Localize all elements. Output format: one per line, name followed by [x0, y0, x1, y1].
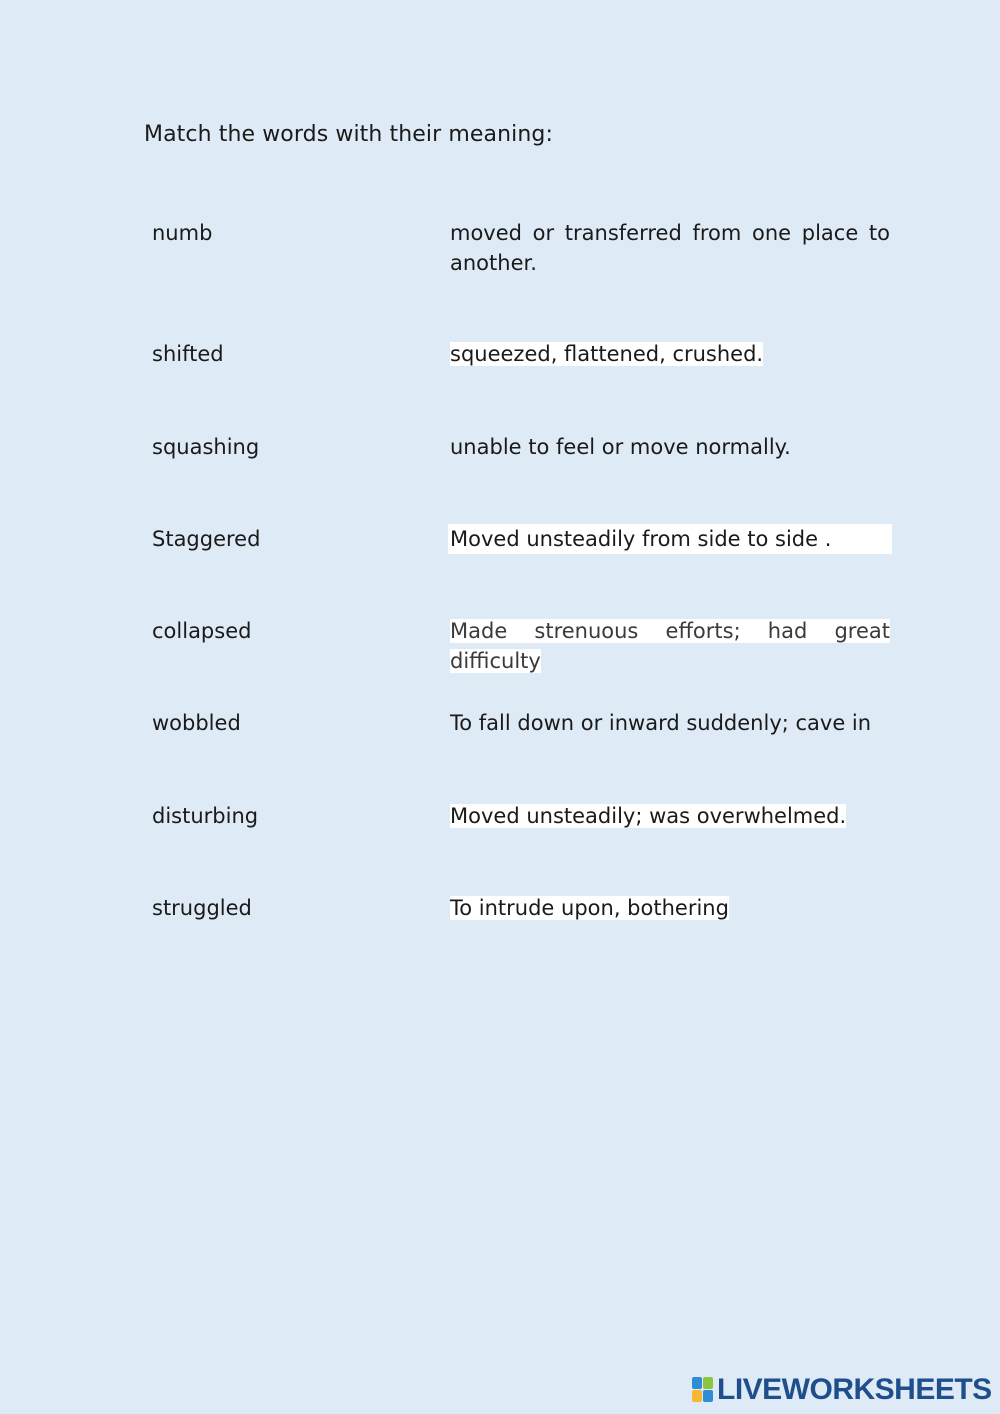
liveworksheets-logo — [692, 1373, 992, 1407]
liveworksheets-logo-icon — [692, 1377, 714, 1403]
word-wobbled[interactable]: wobbled — [152, 711, 241, 735]
meaning-8[interactable] — [450, 893, 890, 923]
meaning-6[interactable]: To fall down or inward suddenly; cave in — [450, 711, 872, 735]
meaning-7-text: Moved unsteadily; was overwhelmed. — [450, 804, 847, 828]
word-disturbing[interactable]: disturbing — [152, 804, 259, 828]
meaning-2-text: squeezed, flattened, crushed. — [450, 342, 764, 366]
liveworksheets-logo-text: LIVEWORKSHEETS — [717, 1373, 992, 1406]
word-staggered[interactable]: Staggered — [152, 527, 261, 551]
meaning-4[interactable]: Moved unsteadily from side to side . — [448, 524, 892, 554]
meaning-7[interactable] — [450, 801, 890, 831]
meaning-3[interactable]: unable to feel or move normally. — [450, 435, 791, 459]
word-struggled[interactable]: struggled — [152, 896, 252, 920]
meaning-1[interactable]: moved or transferred from one place to another. — [450, 221, 890, 275]
word-squashing[interactable]: squashing — [152, 435, 260, 459]
word-numb[interactable]: numb — [152, 221, 213, 245]
meaning-5-text: Made strenuous efforts; had great difficulty — [450, 619, 890, 673]
worksheet-title: Match the words with their meaning: — [144, 122, 553, 147]
meaning-8-text: To intrude upon, bothering — [450, 896, 729, 920]
meaning-2[interactable] — [450, 339, 890, 369]
meaning-5[interactable] — [450, 616, 890, 676]
word-collapsed[interactable]: collapsed — [152, 619, 252, 643]
word-shifted[interactable]: shifted — [152, 342, 224, 366]
